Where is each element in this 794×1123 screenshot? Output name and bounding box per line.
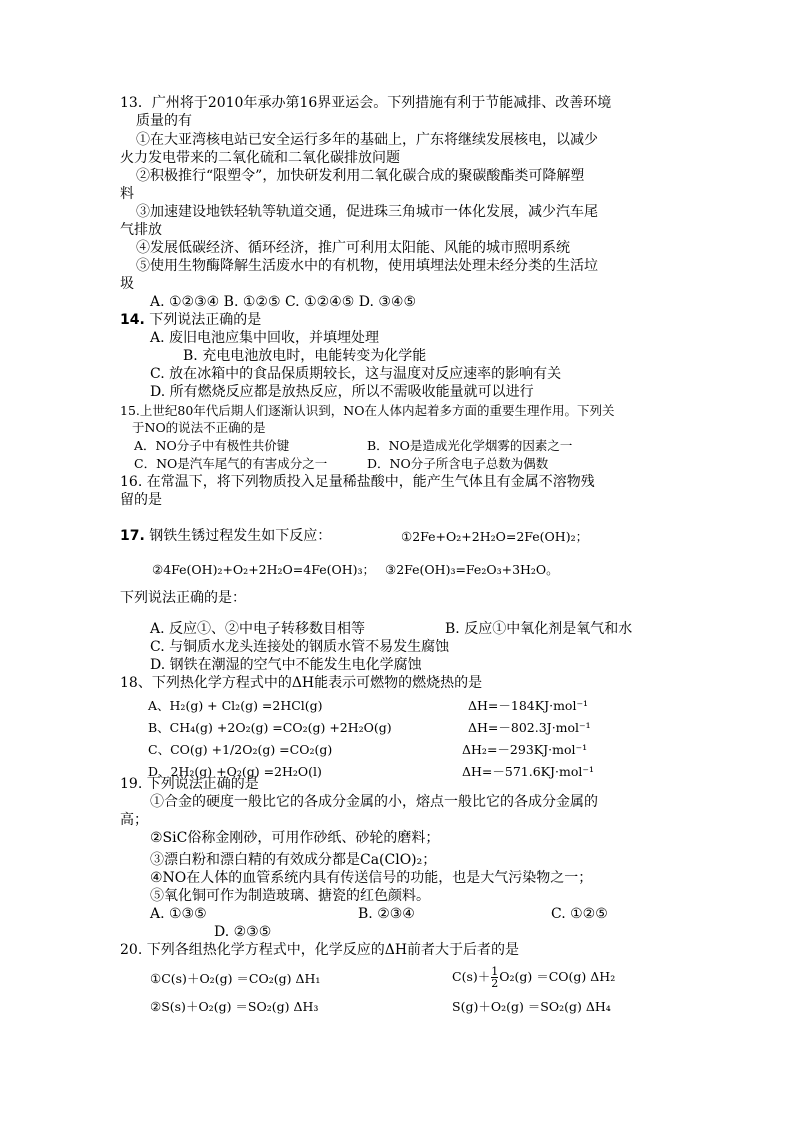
q18-option-a-enthalpy: ΔH=－184KJ·mol⁻¹ bbox=[468, 698, 589, 713]
q18-option-d-equation: D、2H₂(g) +O₂(g) =2H₂O(l) bbox=[148, 764, 322, 779]
q14-option-d: D. 所有燃烧反应都是放热反应，所以不需吸收能量就可以进行 bbox=[150, 384, 534, 400]
q13-options: A. ①②③④ B. ①②⑤ C. ①②④⑤ D. ③④⑤ bbox=[150, 294, 416, 310]
q19-stem: 19. 下列说法正确的是 bbox=[120, 776, 259, 792]
q19-option-d: D. ②③⑤ bbox=[214, 924, 272, 940]
q18-option-c-enthalpy: ΔH₂=－293KJ·mol⁻¹ bbox=[462, 742, 588, 757]
q14-option-c: C. 放在冰箱中的食品保质期较长，这与温度对反应速率的影响有关 bbox=[150, 366, 562, 382]
q13-item3-line1: ③加速建设地铁轻轨等轨道交通，促进珠三角城市一体化发展，减少汽车尾 bbox=[136, 204, 598, 220]
q13-item5-line2: 圾 bbox=[120, 276, 134, 292]
q19-option-b: B. ②③④ bbox=[358, 906, 415, 922]
q20-reaction-1-right-part-a: C(s)＋ bbox=[452, 969, 491, 984]
q20-reaction-1-left: ①C(s)＋O₂(g) ＝CO₂(g) ΔH₁ bbox=[150, 971, 321, 986]
q20-reaction-1-right bbox=[452, 962, 615, 992]
q15-option-a: A．NO分子中有极性共价键 bbox=[134, 438, 290, 453]
q17-reaction-1: ①2Fe+O₂+2H₂O=2Fe(OH)₂； bbox=[401, 529, 589, 544]
q19-item1-line1: ①合金的硬度一般比它的各成分金属的小，熔点一般比它的各成分金属的 bbox=[150, 794, 598, 810]
q13-item4: ④发展低碳经济、循环经济，推广可利用太阳能、风能的城市照明系统 bbox=[136, 240, 570, 256]
q19-option-a: A. ①③⑤ bbox=[150, 906, 207, 922]
q20-stem: 20. 下列各组热化学方程式中，化学反应的ΔH前者大于后者的是 bbox=[120, 942, 520, 958]
q17-ask: 下列说法正确的是： bbox=[120, 590, 246, 606]
q19-option-c: C. ①②⑤ bbox=[551, 906, 608, 922]
q16-stem-line2: 留的是 bbox=[120, 492, 162, 508]
q17-option-c: C. 与铜质水龙头连接处的钢质水管不易发生腐蚀 bbox=[150, 639, 450, 655]
q19-item1-line2: 高； bbox=[120, 812, 148, 828]
q18-option-b-equation: B、CH₄(g) +2O₂(g) =CO₂(g) +2H₂O(g) bbox=[148, 720, 392, 735]
q13-item5-line1: ⑤使用生物酶降解生活废水中的有机物，使用填埋法处理未经分类的生活垃 bbox=[136, 258, 598, 274]
q17-stem bbox=[120, 527, 331, 545]
q20-reaction-1-right-part-b: O₂(g) ＝CO(g) ΔH₂ bbox=[499, 969, 616, 984]
q17-option-d: D. 钢铁在潮湿的空气中不能发生电化学腐蚀 bbox=[150, 657, 422, 673]
q13-stem-line2: 质量的有 bbox=[136, 113, 192, 129]
q14-option-a: A. 废旧电池应集中回收，并填埋处理 bbox=[150, 330, 380, 346]
q13-item2-line1: ②积极推行“限塑令”，加快研发利用二氧化碳合成的聚碳酸酯类可降解塑 bbox=[136, 168, 585, 184]
q17-reaction-2: ②4Fe(OH)₂+O₂+2H₂O=4Fe(OH)₃； bbox=[152, 562, 376, 577]
q15-stem-line1: 15.上世纪80年代后期人们逐渐认识到，NO在人体内起着多方面的重要生理作用。下列关 bbox=[120, 403, 615, 418]
q15-stem-line2: 于NO的说法不正确的是 bbox=[132, 420, 266, 435]
q19-item5: ⑤氧化铜可作为制造玻璃、搪瓷的红色颜料。 bbox=[150, 888, 430, 904]
q14-stem-text: 下列说法正确的是 bbox=[149, 312, 262, 328]
fraction-numerator: 1 bbox=[491, 965, 499, 978]
q18-option-a-equation: A、H₂(g) + Cl₂(g) =2HCl(g) bbox=[148, 698, 323, 713]
q17-reaction-3: ③2Fe(OH)₃=Fe₂O₃+3H₂O。 bbox=[385, 562, 559, 577]
q16-stem-line1: 16. 在常温下，将下列物质投入足量稀盐酸中，能产生气体且有金属不溶物残 bbox=[120, 474, 595, 490]
q19-item4: ④NO在人体的血管系统内具有传送信号的功能，也是大气污染物之一； bbox=[150, 870, 593, 886]
q13-item2-line2: 料 bbox=[120, 186, 134, 202]
q17-stem-text: 钢铁生锈过程发生如下反应： bbox=[149, 528, 332, 544]
q14-stem bbox=[120, 311, 261, 329]
q19-item2: ②SiC俗称金刚砂，可用作砂纸、砂轮的磨料； bbox=[150, 830, 440, 846]
q17-number: 17. bbox=[120, 528, 145, 544]
q15-option-b: B．NO是造成光化学烟雾的因素之一 bbox=[367, 438, 573, 453]
q14-number: 14. bbox=[120, 312, 145, 328]
q13-item3-line2: 气排放 bbox=[120, 222, 162, 238]
fraction-denominator: 2 bbox=[491, 977, 499, 990]
q20-reaction-2-left: ②S(s)＋O₂(g) ＝SO₂(g) ΔH₃ bbox=[150, 999, 319, 1014]
q19-item3: ③漂白粉和漂白精的有效成分都是Ca(ClO)₂； bbox=[150, 852, 437, 868]
q18-option-c-equation: C、CO(g) +1/2O₂(g) =CO₂(g) bbox=[148, 742, 333, 757]
q18-stem: 18、下列热化学方程式中的ΔH能表示可燃物的燃烧热的是 bbox=[120, 675, 483, 691]
q18-option-d-enthalpy: ΔH=－571.6KJ·mol⁻¹ bbox=[462, 764, 594, 779]
q20-reaction-2-right: S(g)＋O₂(g) ＝SO₂(g) ΔH₄ bbox=[452, 999, 611, 1014]
one-half-fraction bbox=[491, 966, 498, 989]
q14-option-b: B. 充电电池放电时，电能转变为化学能 bbox=[183, 348, 427, 364]
q13-item1-line2: 火力发电带来的二氧化硫和二氧化碳排放问题 bbox=[120, 150, 400, 166]
q13-item1-line1: ①在大亚湾核电站已安全运行多年的基础上，广东将继续发展核电，以减少 bbox=[136, 132, 598, 148]
q15-option-c: C．NO是汽车尾气的有害成分之一 bbox=[134, 456, 328, 471]
q17-option-b: B. 反应①中氧化剂是氧气和水 bbox=[445, 621, 633, 637]
q15-option-d: D．NO分子所含电子总数为偶数 bbox=[367, 456, 549, 471]
q18-option-b-enthalpy: ΔH=－802.3J·mol⁻¹ bbox=[468, 720, 591, 735]
q13-stem-line1: 13．广州将于2010年承办第16界亚运会。下列措施有利于节能减排、改善环境 bbox=[120, 95, 612, 111]
q17-option-a: A. 反应①、②中电子转移数目相等 bbox=[150, 621, 366, 637]
